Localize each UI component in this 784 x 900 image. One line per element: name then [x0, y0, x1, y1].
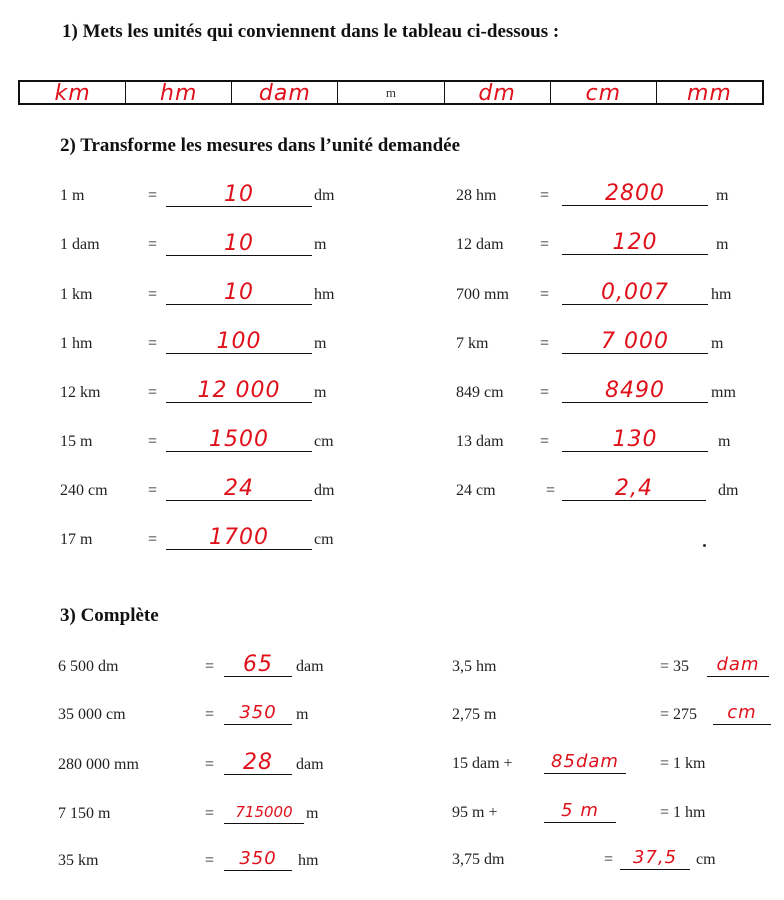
answer-text: cm — [727, 702, 757, 723]
units-cell-text: dam — [258, 81, 311, 106]
s3-from: 6 500 dm — [58, 658, 119, 675]
equals-sign: = — [540, 236, 550, 253]
answer-blank[interactable] — [562, 230, 708, 255]
units-cell-text: dm — [478, 81, 516, 106]
s2-from: 1 hm — [60, 335, 93, 352]
units-table — [18, 80, 764, 105]
answer-text: 8490 — [605, 378, 665, 403]
units-cell-text: km — [54, 81, 91, 106]
answer-blank[interactable] — [544, 798, 616, 823]
s2-from: 700 mm — [456, 286, 509, 303]
answer-text: 28 — [243, 750, 273, 775]
answer-text: 37,5 — [632, 847, 678, 868]
s2-from: 12 dam — [456, 236, 504, 253]
equals-sign: = — [205, 658, 215, 675]
equals-sign: = — [604, 851, 614, 868]
s2-unit: hm — [711, 286, 732, 303]
s3-unit: m — [306, 805, 319, 822]
units-cell-dm[interactable] — [445, 81, 551, 106]
equals-sign: = — [205, 756, 215, 773]
answer-text: 100 — [216, 329, 262, 354]
section2-title: 2) Transforme les mesures dans l’unité demandée — [60, 135, 461, 156]
answer-text: 715000 — [235, 803, 293, 821]
s2-from: 24 cm — [456, 482, 496, 499]
units-cell-text: m — [385, 85, 397, 100]
units-cell-text: cm — [585, 81, 622, 106]
s2-unit: hm — [314, 286, 335, 303]
s2-unit: m — [314, 384, 327, 401]
s2-from: 849 cm — [456, 384, 504, 401]
s3-from: 3,75 dm — [452, 851, 505, 868]
equals-sign: = — [540, 286, 550, 303]
s3-result: = 1 km — [660, 755, 706, 772]
answer-blank[interactable] — [544, 749, 626, 774]
answer-blank[interactable] — [562, 427, 708, 452]
equals-sign: = — [148, 335, 158, 352]
units-cell-m — [338, 82, 444, 103]
s2-unit: dm — [314, 482, 335, 499]
s3-unit: dam — [296, 658, 324, 675]
answer-text: 2,4 — [615, 476, 653, 501]
answer-text: 1500 — [209, 427, 269, 452]
units-cell-dam[interactable] — [232, 81, 338, 106]
equals-sign: = — [540, 433, 550, 450]
units-cell-cm[interactable] — [551, 81, 657, 106]
equals-sign: = — [205, 805, 215, 822]
answer-text: 10 — [224, 231, 254, 256]
equals-sign: = — [148, 433, 158, 450]
s2-from: 28 hm — [456, 187, 497, 204]
answer-blank[interactable] — [166, 427, 312, 452]
equals-sign: = — [540, 335, 550, 352]
equals-sign: = — [148, 531, 158, 548]
equals-sign: = — [205, 852, 215, 869]
units-cell-hm[interactable] — [126, 81, 232, 106]
s2-unit: m — [716, 187, 729, 204]
equals-sign: = — [546, 482, 556, 499]
s3-result: = 1 hm — [660, 804, 706, 821]
answer-blank[interactable] — [562, 378, 708, 403]
units-cell-text: mm — [686, 81, 732, 106]
equals-sign: = — [148, 384, 158, 401]
answer-blank[interactable] — [166, 280, 312, 305]
s3-from: 15 dam + — [452, 755, 513, 772]
answer-blank[interactable] — [166, 525, 312, 550]
s2-unit: mm — [711, 384, 736, 401]
equals-sign: = — [540, 187, 550, 204]
s2-from: 1 km — [60, 286, 93, 303]
answer-text: 0,007 — [601, 280, 669, 305]
answer-text: 12 000 — [197, 378, 281, 403]
answer-blank[interactable] — [562, 476, 706, 501]
answer-text: 85dam — [551, 751, 619, 772]
s2-from: 1 dam — [60, 236, 100, 253]
equals-sign: = — [148, 482, 158, 499]
equals-sign: = — [148, 236, 158, 253]
units-cell-mm[interactable] — [657, 81, 762, 106]
s3-unit: m — [296, 706, 309, 723]
answer-blank[interactable] — [224, 846, 292, 871]
answer-blank[interactable] — [224, 750, 292, 775]
s2-unit: m — [718, 433, 731, 450]
s3-result: = 275 — [660, 706, 698, 723]
answer-text: 24 — [224, 476, 254, 501]
ink-speck — [703, 544, 706, 547]
s2-unit: cm — [314, 433, 334, 450]
s3-unit: dam — [296, 756, 324, 773]
answer-blank[interactable] — [224, 700, 292, 725]
answer-text: 10 — [224, 182, 254, 207]
s3-result: cm — [696, 851, 716, 868]
s3-unit: hm — [298, 852, 319, 869]
s2-unit: m — [711, 335, 724, 352]
answer-text: 130 — [612, 427, 658, 452]
answer-blank[interactable] — [562, 280, 708, 305]
s3-from: 280 000 mm — [58, 756, 139, 773]
s2-unit: m — [314, 236, 327, 253]
s2-unit: dm — [314, 187, 335, 204]
answer-blank[interactable] — [562, 329, 708, 354]
answer-text: 350 — [239, 848, 277, 869]
s2-unit: m — [314, 335, 327, 352]
s2-unit: dm — [718, 482, 739, 499]
answer-text: 2800 — [605, 181, 665, 206]
equals-sign: = — [540, 384, 550, 401]
section3-title: 3) Complète — [60, 605, 159, 626]
section1-title: 1) Mets les unités qui conviennent dans le tableau ci-dessous : — [62, 21, 560, 42]
answer-blank[interactable] — [166, 329, 312, 354]
answer-blank[interactable] — [620, 845, 690, 870]
s3-from: 3,5 hm — [452, 658, 497, 675]
answer-text: dam — [716, 654, 760, 675]
answer-blank[interactable] — [224, 652, 292, 677]
units-cell-text: hm — [160, 81, 198, 106]
answer-blank[interactable] — [166, 231, 312, 256]
s2-from: 15 m — [60, 433, 93, 450]
answer-text: 350 — [239, 702, 277, 723]
answer-blank[interactable] — [166, 378, 312, 403]
answer-text: 10 — [224, 280, 254, 305]
s2-unit: cm — [314, 531, 334, 548]
s2-from: 7 km — [456, 335, 489, 352]
answer-blank[interactable] — [166, 476, 312, 501]
answer-blank[interactable] — [713, 700, 771, 725]
equals-sign: = — [205, 706, 215, 723]
answer-text: 65 — [243, 652, 273, 677]
s2-from: 1 m — [60, 187, 85, 204]
answer-blank[interactable] — [707, 652, 769, 677]
s2-unit: m — [716, 236, 729, 253]
s3-from: 2,75 m — [452, 706, 497, 723]
s3-from: 35 km — [58, 852, 99, 869]
equals-sign: = — [148, 286, 158, 303]
answer-text: 1700 — [209, 525, 269, 550]
answer-text: 7 000 — [601, 329, 669, 354]
s2-from: 17 m — [60, 531, 93, 548]
answer-text: 5 m — [561, 800, 599, 821]
s3-result: = 35 — [660, 658, 690, 675]
units-cell-km[interactable] — [20, 81, 126, 106]
s2-from: 240 cm — [60, 482, 108, 499]
s3-from: 7 150 m — [58, 805, 111, 822]
equals-sign: = — [148, 187, 158, 204]
s2-from: 13 dam — [456, 433, 504, 450]
answer-blank[interactable] — [166, 182, 312, 207]
answer-text: 120 — [612, 230, 658, 255]
s2-from: 12 km — [60, 384, 101, 401]
answer-blank[interactable] — [562, 181, 708, 206]
s3-from: 35 000 cm — [58, 706, 126, 723]
answer-blank[interactable] — [224, 799, 304, 824]
s3-from: 95 m + — [452, 804, 498, 821]
